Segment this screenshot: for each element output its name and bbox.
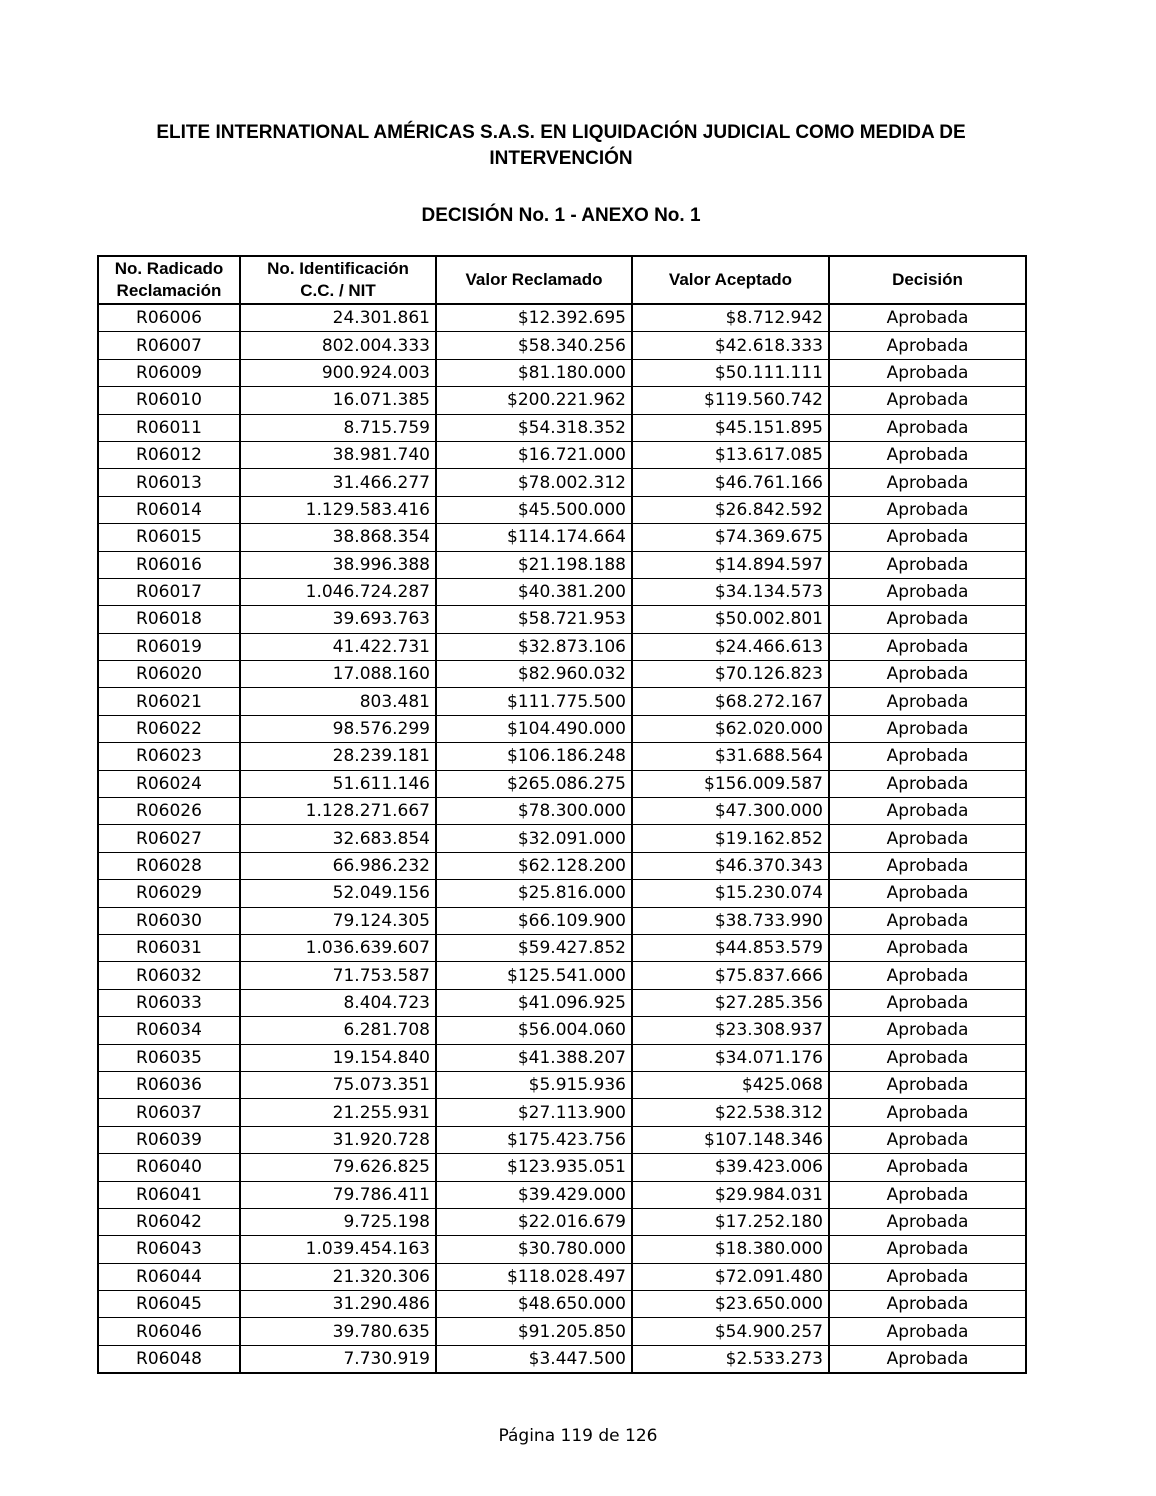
table-row: [98, 606, 1026, 633]
cell-radicado: R06027: [98, 825, 240, 852]
cell-decision: Aprobada: [829, 578, 1026, 605]
cell-radicado: R06031: [98, 934, 240, 961]
header-valor-reclamado: Valor Reclamado: [436, 256, 632, 304]
cell-identificacion: 31.920.728: [240, 1126, 436, 1153]
cell-valor-reclamado: $111.775.500: [436, 688, 632, 715]
cell-valor-reclamado: $58.340.256: [436, 332, 632, 359]
cell-valor-aceptado: $50.002.801: [632, 606, 829, 633]
cell-decision: Aprobada: [829, 387, 1026, 414]
cell-valor-aceptado: $39.423.006: [632, 1154, 829, 1181]
cell-identificacion: 79.124.305: [240, 907, 436, 934]
table-row: [98, 524, 1026, 551]
cell-valor-reclamado: $118.028.497: [436, 1263, 632, 1290]
cell-radicado: R06015: [98, 524, 240, 551]
cell-decision: Aprobada: [829, 606, 1026, 633]
cell-valor-aceptado: $23.650.000: [632, 1291, 829, 1318]
header-row: [98, 256, 1026, 304]
cell-valor-aceptado: $27.285.356: [632, 989, 829, 1016]
cell-valor-aceptado: $107.148.346: [632, 1126, 829, 1153]
cell-radicado: R06016: [98, 551, 240, 578]
cell-valor-aceptado: $31.688.564: [632, 743, 829, 770]
cell-radicado: R06034: [98, 1017, 240, 1044]
cell-radicado: R06035: [98, 1044, 240, 1071]
cell-radicado: R06037: [98, 1099, 240, 1126]
cell-valor-reclamado: $25.816.000: [436, 880, 632, 907]
cell-identificacion: 9.725.198: [240, 1208, 436, 1235]
cell-decision: Aprobada: [829, 332, 1026, 359]
cell-identificacion: 28.239.181: [240, 743, 436, 770]
cell-valor-aceptado: $13.617.085: [632, 441, 829, 468]
cell-valor-aceptado: $54.900.257: [632, 1318, 829, 1345]
cell-valor-reclamado: $78.300.000: [436, 798, 632, 825]
cell-valor-aceptado: $74.369.675: [632, 524, 829, 551]
cell-decision: Aprobada: [829, 359, 1026, 386]
cell-valor-aceptado: $45.151.895: [632, 414, 829, 441]
table-row: [98, 387, 1026, 414]
cell-valor-reclamado: $81.180.000: [436, 359, 632, 386]
cell-identificacion: 98.576.299: [240, 715, 436, 742]
cell-decision: Aprobada: [829, 852, 1026, 879]
table-row: [98, 1263, 1026, 1290]
cell-valor-reclamado: $32.873.106: [436, 633, 632, 660]
table-row: [98, 852, 1026, 879]
cell-radicado: R06019: [98, 633, 240, 660]
cell-radicado: R06040: [98, 1154, 240, 1181]
cell-radicado: R06039: [98, 1126, 240, 1153]
cell-radicado: R06044: [98, 1263, 240, 1290]
cell-identificacion: 24.301.861: [240, 304, 436, 332]
cell-identificacion: 21.320.306: [240, 1263, 436, 1290]
cell-radicado: R06032: [98, 962, 240, 989]
cell-valor-reclamado: $12.392.695: [436, 304, 632, 332]
cell-identificacion: 21.255.931: [240, 1099, 436, 1126]
document-subtitle: DECISIÓN No. 1 - ANEXO No. 1: [421, 205, 701, 226]
cell-decision: Aprobada: [829, 1208, 1026, 1235]
cell-valor-aceptado: $17.252.180: [632, 1208, 829, 1235]
cell-radicado: R06042: [98, 1208, 240, 1235]
cell-decision: Aprobada: [829, 441, 1026, 468]
cell-valor-aceptado: $24.466.613: [632, 633, 829, 660]
cell-identificacion: 41.422.731: [240, 633, 436, 660]
cell-identificacion: 38.868.354: [240, 524, 436, 551]
cell-identificacion: 51.611.146: [240, 770, 436, 797]
cell-valor-reclamado: $200.221.962: [436, 387, 632, 414]
cell-radicado: R06010: [98, 387, 240, 414]
table-row: [98, 332, 1026, 359]
header-radicado: [98, 256, 240, 304]
cell-identificacion: 31.466.277: [240, 469, 436, 496]
table-row: [98, 798, 1026, 825]
cell-valor-reclamado: $41.096.925: [436, 989, 632, 1016]
table-row: [98, 1208, 1026, 1235]
cell-valor-reclamado: $106.186.248: [436, 743, 632, 770]
cell-valor-reclamado: $125.541.000: [436, 962, 632, 989]
cell-valor-aceptado: $26.842.592: [632, 496, 829, 523]
cell-decision: Aprobada: [829, 1236, 1026, 1263]
cell-identificacion: 900.924.003: [240, 359, 436, 386]
cell-valor-aceptado: $68.272.167: [632, 688, 829, 715]
table-header: [98, 256, 1026, 304]
cell-decision: Aprobada: [829, 743, 1026, 770]
cell-decision: Aprobada: [829, 304, 1026, 332]
table-row: [98, 907, 1026, 934]
header-identificacion: [240, 256, 436, 304]
cell-radicado: R06043: [98, 1236, 240, 1263]
table-row: [98, 1345, 1026, 1373]
header-identificacion-line1: No. Identificación: [267, 259, 409, 278]
cell-identificacion: 1.129.583.416: [240, 496, 436, 523]
cell-decision: Aprobada: [829, 524, 1026, 551]
table-row: [98, 469, 1026, 496]
cell-decision: Aprobada: [829, 414, 1026, 441]
table-row: [98, 880, 1026, 907]
title-line-1: ELITE INTERNATIONAL AMÉRICAS S.A.S. EN LIQUIDACIÓN JUDICIAL COMO MEDIDA DE: [156, 122, 966, 143]
header-radicado-line1: No. Radicado: [114, 259, 224, 278]
cell-radicado: R06023: [98, 743, 240, 770]
cell-valor-reclamado: $91.205.850: [436, 1318, 632, 1345]
cell-valor-aceptado: $46.761.166: [632, 469, 829, 496]
cell-valor-reclamado: $265.086.275: [436, 770, 632, 797]
cell-identificacion: 75.073.351: [240, 1071, 436, 1098]
cell-valor-reclamado: $54.318.352: [436, 414, 632, 441]
cell-valor-reclamado: $82.960.032: [436, 661, 632, 688]
cell-valor-aceptado: $15.230.074: [632, 880, 829, 907]
cell-identificacion: 52.049.156: [240, 880, 436, 907]
cell-valor-reclamado: $40.381.200: [436, 578, 632, 605]
cell-valor-reclamado: $16.721.000: [436, 441, 632, 468]
cell-radicado: R06029: [98, 880, 240, 907]
cell-decision: Aprobada: [829, 688, 1026, 715]
table-row: [98, 1181, 1026, 1208]
cell-identificacion: 19.154.840: [240, 1044, 436, 1071]
cell-identificacion: 32.683.854: [240, 825, 436, 852]
cell-radicado: R06006: [98, 304, 240, 332]
cell-identificacion: 1.036.639.607: [240, 934, 436, 961]
cell-valor-aceptado: $425.068: [632, 1071, 829, 1098]
cell-radicado: R06011: [98, 414, 240, 441]
table-row: [98, 934, 1026, 961]
table-row: [98, 578, 1026, 605]
cell-valor-aceptado: $2.533.273: [632, 1345, 829, 1373]
title-line-2: INTERVENCIÓN: [489, 148, 633, 169]
cell-valor-reclamado: $27.113.900: [436, 1099, 632, 1126]
cell-identificacion: 1.128.271.667: [240, 798, 436, 825]
header-radicado-line2: Reclamación: [116, 281, 222, 300]
cell-identificacion: 71.753.587: [240, 962, 436, 989]
cell-valor-aceptado: $29.984.031: [632, 1181, 829, 1208]
cell-decision: Aprobada: [829, 715, 1026, 742]
cell-decision: Aprobada: [829, 661, 1026, 688]
cell-valor-aceptado: $42.618.333: [632, 332, 829, 359]
cell-valor-reclamado: $45.500.000: [436, 496, 632, 523]
cell-identificacion: 7.730.919: [240, 1345, 436, 1373]
table-row: [98, 989, 1026, 1016]
cell-identificacion: 8.715.759: [240, 414, 436, 441]
header-valor-aceptado: Valor Aceptado: [632, 256, 829, 304]
table-row: [98, 743, 1026, 770]
cell-valor-aceptado: $62.020.000: [632, 715, 829, 742]
cell-identificacion: 66.986.232: [240, 852, 436, 879]
table-row: [98, 688, 1026, 715]
header-decision: Decisión: [829, 256, 1026, 304]
cell-radicado: R06013: [98, 469, 240, 496]
cell-valor-reclamado: $62.128.200: [436, 852, 632, 879]
table-row: [98, 359, 1026, 386]
cell-radicado: R06026: [98, 798, 240, 825]
cell-valor-reclamado: $21.198.188: [436, 551, 632, 578]
cell-valor-aceptado: $19.162.852: [632, 825, 829, 852]
cell-valor-aceptado: $46.370.343: [632, 852, 829, 879]
cell-radicado: R06028: [98, 852, 240, 879]
cell-decision: Aprobada: [829, 1345, 1026, 1373]
cell-radicado: R06033: [98, 989, 240, 1016]
cell-decision: Aprobada: [829, 1099, 1026, 1126]
cell-decision: Aprobada: [829, 1071, 1026, 1098]
cell-valor-aceptado: $34.071.176: [632, 1044, 829, 1071]
cell-valor-reclamado: $78.002.312: [436, 469, 632, 496]
cell-decision: Aprobada: [829, 1126, 1026, 1153]
cell-identificacion: 1.046.724.287: [240, 578, 436, 605]
table-row: [98, 1044, 1026, 1071]
cell-radicado: R06007: [98, 332, 240, 359]
cell-decision: Aprobada: [829, 934, 1026, 961]
table-row: [98, 1126, 1026, 1153]
cell-valor-aceptado: $8.712.942: [632, 304, 829, 332]
table-row: [98, 1236, 1026, 1263]
table-row: [98, 825, 1026, 852]
cell-radicado: R06018: [98, 606, 240, 633]
cell-valor-reclamado: $5.915.936: [436, 1071, 632, 1098]
cell-identificacion: 79.626.825: [240, 1154, 436, 1181]
cell-valor-aceptado: $72.091.480: [632, 1263, 829, 1290]
cell-identificacion: 38.981.740: [240, 441, 436, 468]
cell-radicado: R06020: [98, 661, 240, 688]
cell-decision: Aprobada: [829, 1263, 1026, 1290]
cell-radicado: R06041: [98, 1181, 240, 1208]
cell-valor-reclamado: $30.780.000: [436, 1236, 632, 1263]
page-footer: Página 119 de 126: [498, 1426, 658, 1446]
cell-valor-reclamado: $56.004.060: [436, 1017, 632, 1044]
cell-identificacion: 38.996.388: [240, 551, 436, 578]
cell-radicado: R06022: [98, 715, 240, 742]
cell-decision: Aprobada: [829, 880, 1026, 907]
header-identificacion-line2: C.C. / NIT: [300, 281, 376, 300]
table-row: [98, 1071, 1026, 1098]
cell-valor-aceptado: $44.853.579: [632, 934, 829, 961]
cell-decision: Aprobada: [829, 469, 1026, 496]
document-title: [0, 120, 1122, 172]
table-row: [98, 661, 1026, 688]
cell-radicado: R06048: [98, 1345, 240, 1373]
table-row: [98, 551, 1026, 578]
cell-valor-aceptado: $23.308.937: [632, 1017, 829, 1044]
cell-valor-reclamado: $3.447.500: [436, 1345, 632, 1373]
cell-identificacion: 803.481: [240, 688, 436, 715]
cell-identificacion: 39.780.635: [240, 1318, 436, 1345]
cell-identificacion: 8.404.723: [240, 989, 436, 1016]
cell-valor-aceptado: $38.733.990: [632, 907, 829, 934]
cell-valor-aceptado: $14.894.597: [632, 551, 829, 578]
table-row: [98, 496, 1026, 523]
cell-radicado: R06012: [98, 441, 240, 468]
cell-valor-reclamado: $114.174.664: [436, 524, 632, 551]
cell-decision: Aprobada: [829, 496, 1026, 523]
cell-decision: Aprobada: [829, 1318, 1026, 1345]
cell-identificacion: 79.786.411: [240, 1181, 436, 1208]
cell-identificacion: 1.039.454.163: [240, 1236, 436, 1263]
cell-valor-aceptado: $34.134.573: [632, 578, 829, 605]
table-row: [98, 715, 1026, 742]
cell-valor-aceptado: $156.009.587: [632, 770, 829, 797]
cell-decision: Aprobada: [829, 1017, 1026, 1044]
cell-decision: Aprobada: [829, 1154, 1026, 1181]
table-row: [98, 1318, 1026, 1345]
cell-decision: Aprobada: [829, 962, 1026, 989]
cell-valor-aceptado: $22.538.312: [632, 1099, 829, 1126]
cell-radicado: R06030: [98, 907, 240, 934]
cell-valor-reclamado: $32.091.000: [436, 825, 632, 852]
cell-valor-reclamado: $39.429.000: [436, 1181, 632, 1208]
cell-decision: Aprobada: [829, 770, 1026, 797]
cell-identificacion: 39.693.763: [240, 606, 436, 633]
table-row: [98, 441, 1026, 468]
cell-identificacion: 31.290.486: [240, 1291, 436, 1318]
cell-valor-reclamado: $59.427.852: [436, 934, 632, 961]
claims-table: [97, 255, 1027, 1374]
cell-identificacion: 6.281.708: [240, 1017, 436, 1044]
cell-decision: Aprobada: [829, 1291, 1026, 1318]
cell-valor-reclamado: $41.388.207: [436, 1044, 632, 1071]
cell-decision: Aprobada: [829, 633, 1026, 660]
table-row: [98, 414, 1026, 441]
table-row: [98, 1154, 1026, 1181]
cell-decision: Aprobada: [829, 1044, 1026, 1071]
cell-radicado: R06036: [98, 1071, 240, 1098]
cell-valor-reclamado: $123.935.051: [436, 1154, 632, 1181]
cell-valor-aceptado: $50.111.111: [632, 359, 829, 386]
cell-radicado: R06009: [98, 359, 240, 386]
cell-valor-reclamado: $58.721.953: [436, 606, 632, 633]
cell-radicado: R06045: [98, 1291, 240, 1318]
cell-radicado: R06017: [98, 578, 240, 605]
cell-valor-aceptado: $119.560.742: [632, 387, 829, 414]
cell-valor-reclamado: $48.650.000: [436, 1291, 632, 1318]
cell-decision: Aprobada: [829, 825, 1026, 852]
cell-decision: Aprobada: [829, 551, 1026, 578]
table-row: [98, 1017, 1026, 1044]
table-row: [98, 962, 1026, 989]
cell-identificacion: 802.004.333: [240, 332, 436, 359]
table-row: [98, 633, 1026, 660]
cell-identificacion: 16.071.385: [240, 387, 436, 414]
cell-valor-aceptado: $47.300.000: [632, 798, 829, 825]
cell-radicado: R06014: [98, 496, 240, 523]
cell-valor-reclamado: $175.423.756: [436, 1126, 632, 1153]
cell-valor-aceptado: $70.126.823: [632, 661, 829, 688]
table-row: [98, 770, 1026, 797]
cell-decision: Aprobada: [829, 798, 1026, 825]
table-row: [98, 304, 1026, 332]
table-row: [98, 1291, 1026, 1318]
cell-valor-aceptado: $18.380.000: [632, 1236, 829, 1263]
cell-radicado: R06021: [98, 688, 240, 715]
table-body: [98, 304, 1026, 1373]
cell-identificacion: 17.088.160: [240, 661, 436, 688]
table-row: [98, 1099, 1026, 1126]
cell-decision: Aprobada: [829, 989, 1026, 1016]
cell-valor-reclamado: $104.490.000: [436, 715, 632, 742]
cell-radicado: R06046: [98, 1318, 240, 1345]
cell-radicado: R06024: [98, 770, 240, 797]
cell-decision: Aprobada: [829, 907, 1026, 934]
cell-valor-aceptado: $75.837.666: [632, 962, 829, 989]
cell-valor-reclamado: $22.016.679: [436, 1208, 632, 1235]
cell-decision: Aprobada: [829, 1181, 1026, 1208]
cell-valor-reclamado: $66.109.900: [436, 907, 632, 934]
